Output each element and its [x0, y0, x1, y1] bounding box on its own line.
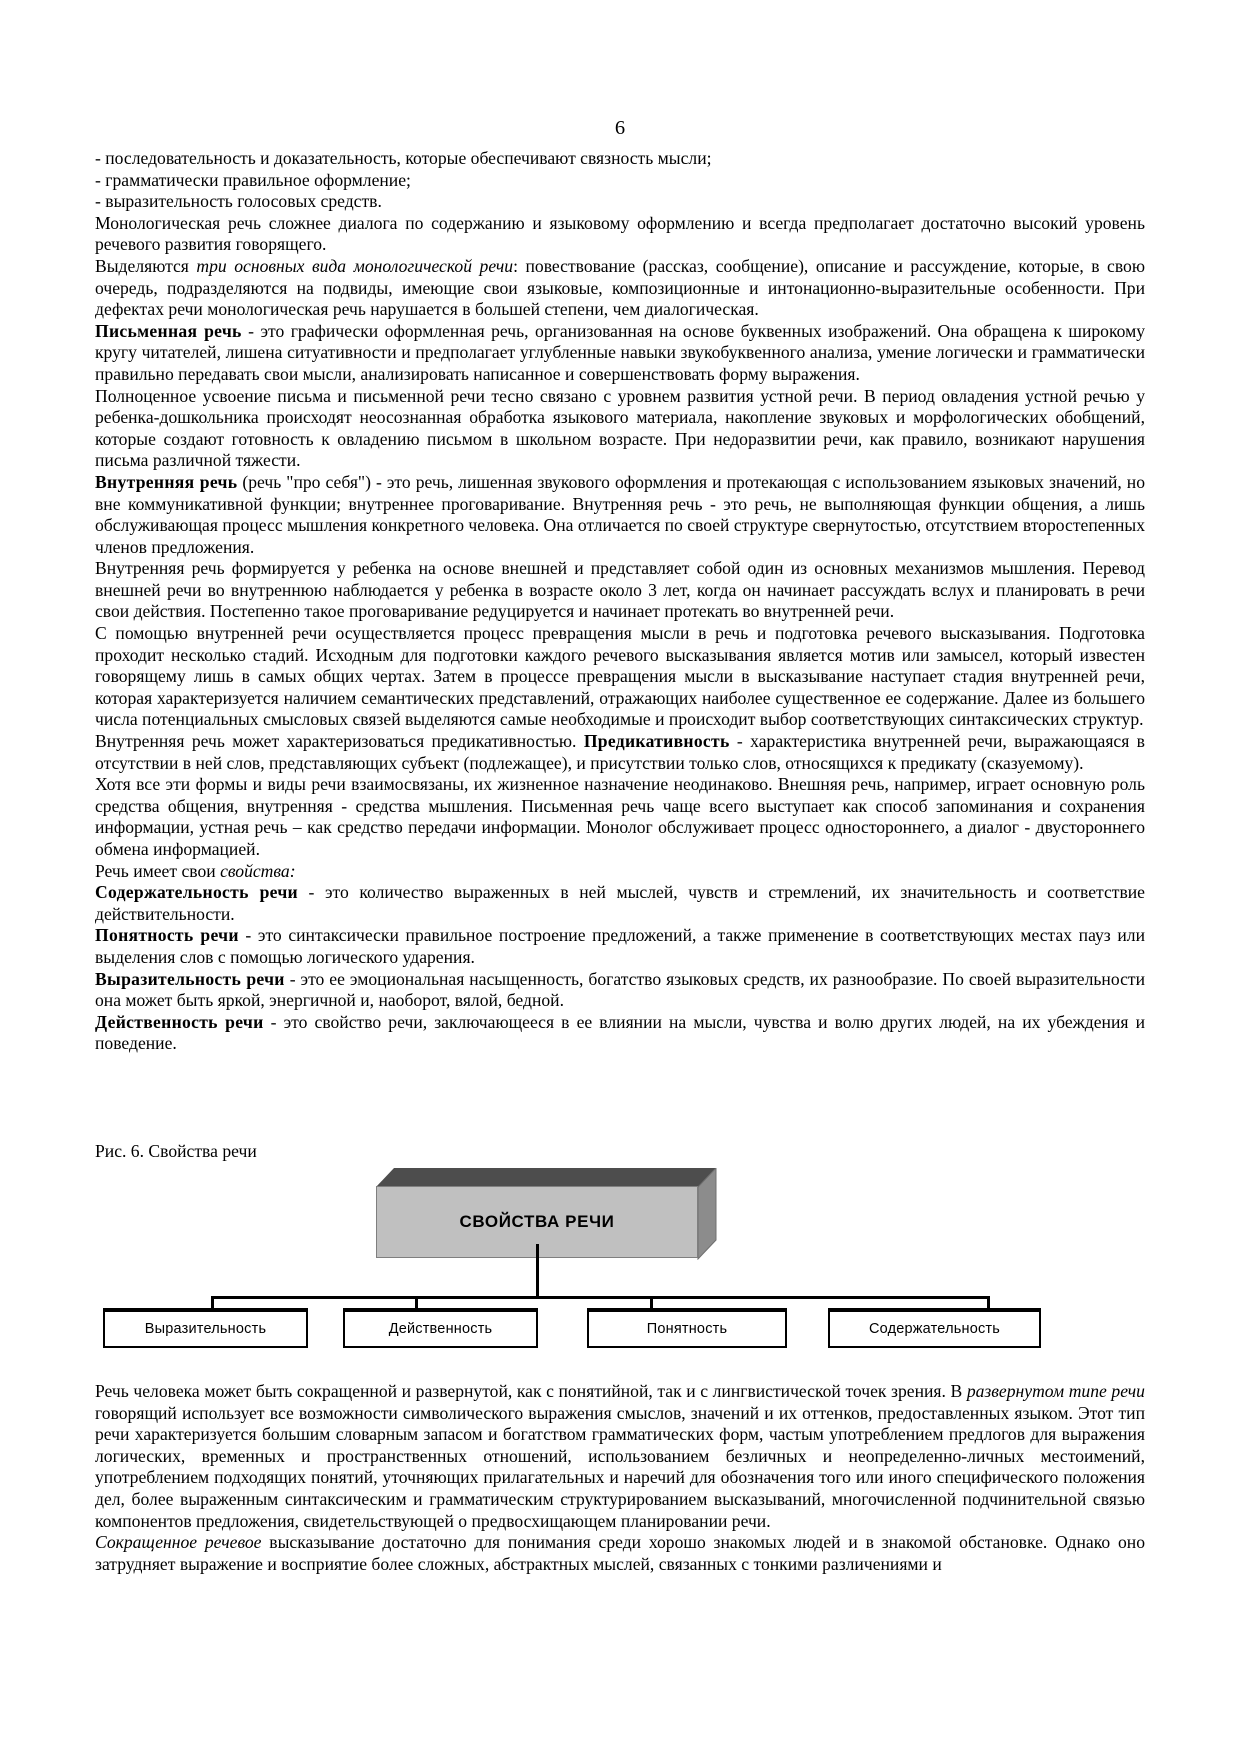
paragraph-predikativnost — [95, 731, 1145, 774]
emphasis-bold: Внутренняя речь — [95, 471, 238, 492]
connector-stem — [536, 1244, 539, 1298]
paragraph-razvernutyy-tip — [95, 1381, 1145, 1532]
emphasis-italic: свойства: — [220, 860, 296, 881]
text-run: Выделяются — [95, 255, 197, 276]
text-run: Речь имеет свои — [95, 860, 221, 881]
text-run: - это свойство речи, заключающееся в ее влиянии на мысли, чувства и волю других людей, на их убеждения и поведение. — [95, 1011, 1145, 1054]
emphasis-bold: Действенность речи — [95, 1011, 264, 1032]
connector-bus — [211, 1296, 990, 1299]
paragraph-vnutrennyaya-rech — [95, 472, 1145, 558]
text-run: - характеристика внутренней речи, выражающаяся в отсутствии в ней слов, представляющих субъект (подлежащее), и присутствии только слов, относящихся к предикату (сказуемому). — [95, 731, 1145, 773]
text-run: говорящий использует все возможности символического выражения смыслов, значений и их оттенков, предоставленных языком. Этот тип речи характеризуется большим словарным запасом и богатством грамматических форм, частым употреблением предлогов для выражения логических, временных и пространственных отношений, использованием безличных и неопределенно-личных местоимений, употреблением подходящих понятий, уточняющих прилагательных и наречий для обозначения того или иного специфического положения дел, более выраженным синтаксическим и грамматическим структурированием высказываний, многочисленной подчинительной связью компонентов предложения, свидетельствующей о предвосхищающем планировании речи. — [95, 1402, 1145, 1531]
emphasis-bold: Выразительность речи — [95, 968, 285, 989]
paragraph-soderzhatelnost — [95, 882, 1145, 925]
paragraph-monolog — [95, 213, 1145, 256]
text-run: высказывание достаточно для понимания среди хорошо знакомых людей и в знакомой обстановке. Однако оно затрудняет выражение и восприятие более сложных, абстрактных мыслей, связанных с тонкими различениями и — [95, 1532, 1145, 1574]
emphasis-bold: Понятность речи — [95, 925, 239, 946]
leaf-box-label: Содержательность — [868, 1321, 1001, 1337]
text-run: Внутренняя речь формируется у ребенка на основе внешней и представляет собой один из основных механизмов мышления. Перевод внешней речи во внутреннюю наблюдается у ребенка в возрасте около 3 лет, когда он начинает рассуждать вслух и планировать в речи свои действия. Постепенно такое проговаривание редуцируется и начинает протекать во внутренней речи. — [95, 558, 1145, 622]
text-run: Полноценное усвоение письма и письменной речи тесно связано с уровнем развития устной речи. В период овладения устной речью у ребенка-дошкольника происходят неосознанная обработка языкового материала, накопление звуковых и морфологических обобщений, которые создают готовность к овладению письмом в школьном возрасте. При недоразвитии речи, как правило, возникают нарушения письма различной тяжести. — [95, 385, 1145, 471]
paragraph-deystvennost — [95, 1012, 1145, 1055]
bullet-item: - грамматически правильное оформление; — [95, 169, 411, 190]
text-run: (речь "про себя") - это речь, лишенная звукового оформления и протекающая с использованием языковых значений, но вне коммуникативной функции; внутреннее проговаривание. Внутренняя речь - это речь, не выполняющая функции общения, а лишь обслуживающая процесс мышления конкретного человека. Она отличается по своей структуре свернутостью, отсутствием второстепенных членов предложения. — [95, 471, 1145, 557]
paragraph-formiruetsya — [95, 558, 1145, 623]
paragraph-svoystva-intro — [95, 861, 1145, 883]
bullet-item: - выразительность голосовых средств. — [95, 191, 382, 212]
text-run: - это количество выраженных в ней мыслей, чувств и стремлений, их значительность и соответствие действительности. — [95, 882, 1145, 924]
leaf-box-label: Действенность — [388, 1321, 493, 1337]
leaf-box-label: Выразительность — [144, 1321, 267, 1337]
leaf-box-4 — [828, 1308, 1041, 1348]
paragraph-tri-vida — [95, 256, 1145, 321]
text-run: - это ее эмоциональная насыщенность, богатство языковых средств, их разнообразие. По своей выразительности она может быть яркой, энергичной и, наоборот, вялой, бедной. — [95, 968, 1145, 1011]
document-body — [95, 148, 1145, 1055]
root-box-label: СВОЙСТВА РЕЧИ — [459, 1212, 615, 1231]
paragraph-s-pomoshchyu — [95, 623, 1145, 731]
emphasis-bold: Письменная речь — [95, 320, 242, 341]
paragraph-hotya-vse — [95, 774, 1145, 860]
text-run: С помощью внутренней речи осуществляется процесс превращения мысли в речь и подготовка речевого высказывания. Подготовка проходит несколько стадий. Исходным для подготовки каждого речевого высказывания является мотив или замысел, который известен говорящему лишь в самых общих чертах. Затем в процессе превращения мысли в высказывание наступает стадия внутренней речи, которая характеризуется наличием семантических представлений, отражающих наиболее существенное ее содержание. Далее из большего числа потенциальных смысловых связей выделяются самые необходимые и происходит выбор соответствующих синтаксических структур. — [95, 623, 1145, 730]
paragraph-polnocennoe — [95, 386, 1145, 472]
text-run: Внутренняя речь может характеризоваться предикативностью. — [95, 731, 584, 752]
paragraph-pismennaya-rech — [95, 321, 1145, 386]
text-run: : повествование (рассказ, сообщение), описание и рассуждение, которые, в свою очередь, подразделяются на подвиды, имеющие свои языковые, композиционные и интонационно-выразительные особенности. При дефектах речи монологическая речь нарушается в большей степени, чем диалогическая. — [95, 255, 1145, 320]
text-run: Речь человека может быть сокращенной и развернутой, как с понятийной, так и с лингвистической точек зрения. В — [95, 1381, 967, 1401]
emphasis-italic: три основных вида монологической речи — [196, 255, 514, 276]
text-run: Хотя все эти формы и виды речи взаимосвязаны, их жизненное назначение неодинаково. Внешняя речь, например, играет основную роль средства общения, внутренняя - средства мышления. Письменная речь чаще всего выступает как способ запоминания и сохранения информации, устная речь – как средство передачи информации. Монолог обслуживает процесс одностороннего, а диалог - двустороннего обмена информацией. — [95, 774, 1145, 859]
paragraph-vyrazitelnost — [95, 969, 1145, 1012]
figure-caption: Рис. 6. Свойства речи — [95, 1141, 257, 1161]
paragraph-ponyatnost — [95, 925, 1145, 968]
text-run: - это синтаксически правильное построение предложений, а также применение в соответствующих местах пауз или выделения слов с помощью логического ударения. — [95, 925, 1145, 967]
emphasis-bold: Предикативность — [583, 731, 730, 752]
leaf-box-label: Понятность — [646, 1321, 728, 1337]
leaf-box-3 — [587, 1308, 787, 1348]
text-run: - это графически оформленная речь, организованная на основе буквенных изображений. Она обращена к широкому кругу читателей, лишена ситуативности и предполагает углубленные навыки звукобуквенного анализа, умение логически и грамматически правильно передавать свои мысли, анализировать написанное и совершенствовать форму выражения. — [95, 320, 1145, 384]
figure-speech-properties-diagram — [95, 1168, 1145, 1348]
emphasis-bold: Содержательность речи — [95, 882, 298, 903]
document-body-tail — [95, 1381, 1145, 1575]
bullet-item: - последовательность и доказательность, которые обеспечивают связность мысли; — [95, 148, 712, 168]
root-box-top-face — [376, 1168, 716, 1187]
page-number: 6 — [614, 117, 626, 139]
leaf-box-2 — [343, 1308, 538, 1348]
emphasis-italic: Сокращенное речевое — [95, 1532, 262, 1553]
text-run: Монологическая речь сложнее диалога по содержанию и языковому оформлению и всегда предполагает достаточно высокий уровень речевого развития говорящего. — [95, 212, 1145, 255]
paragraph-sokrashchennoe — [95, 1532, 1145, 1575]
emphasis-italic: развернутом типе речи — [966, 1381, 1145, 1401]
leaf-box-1 — [103, 1308, 308, 1348]
